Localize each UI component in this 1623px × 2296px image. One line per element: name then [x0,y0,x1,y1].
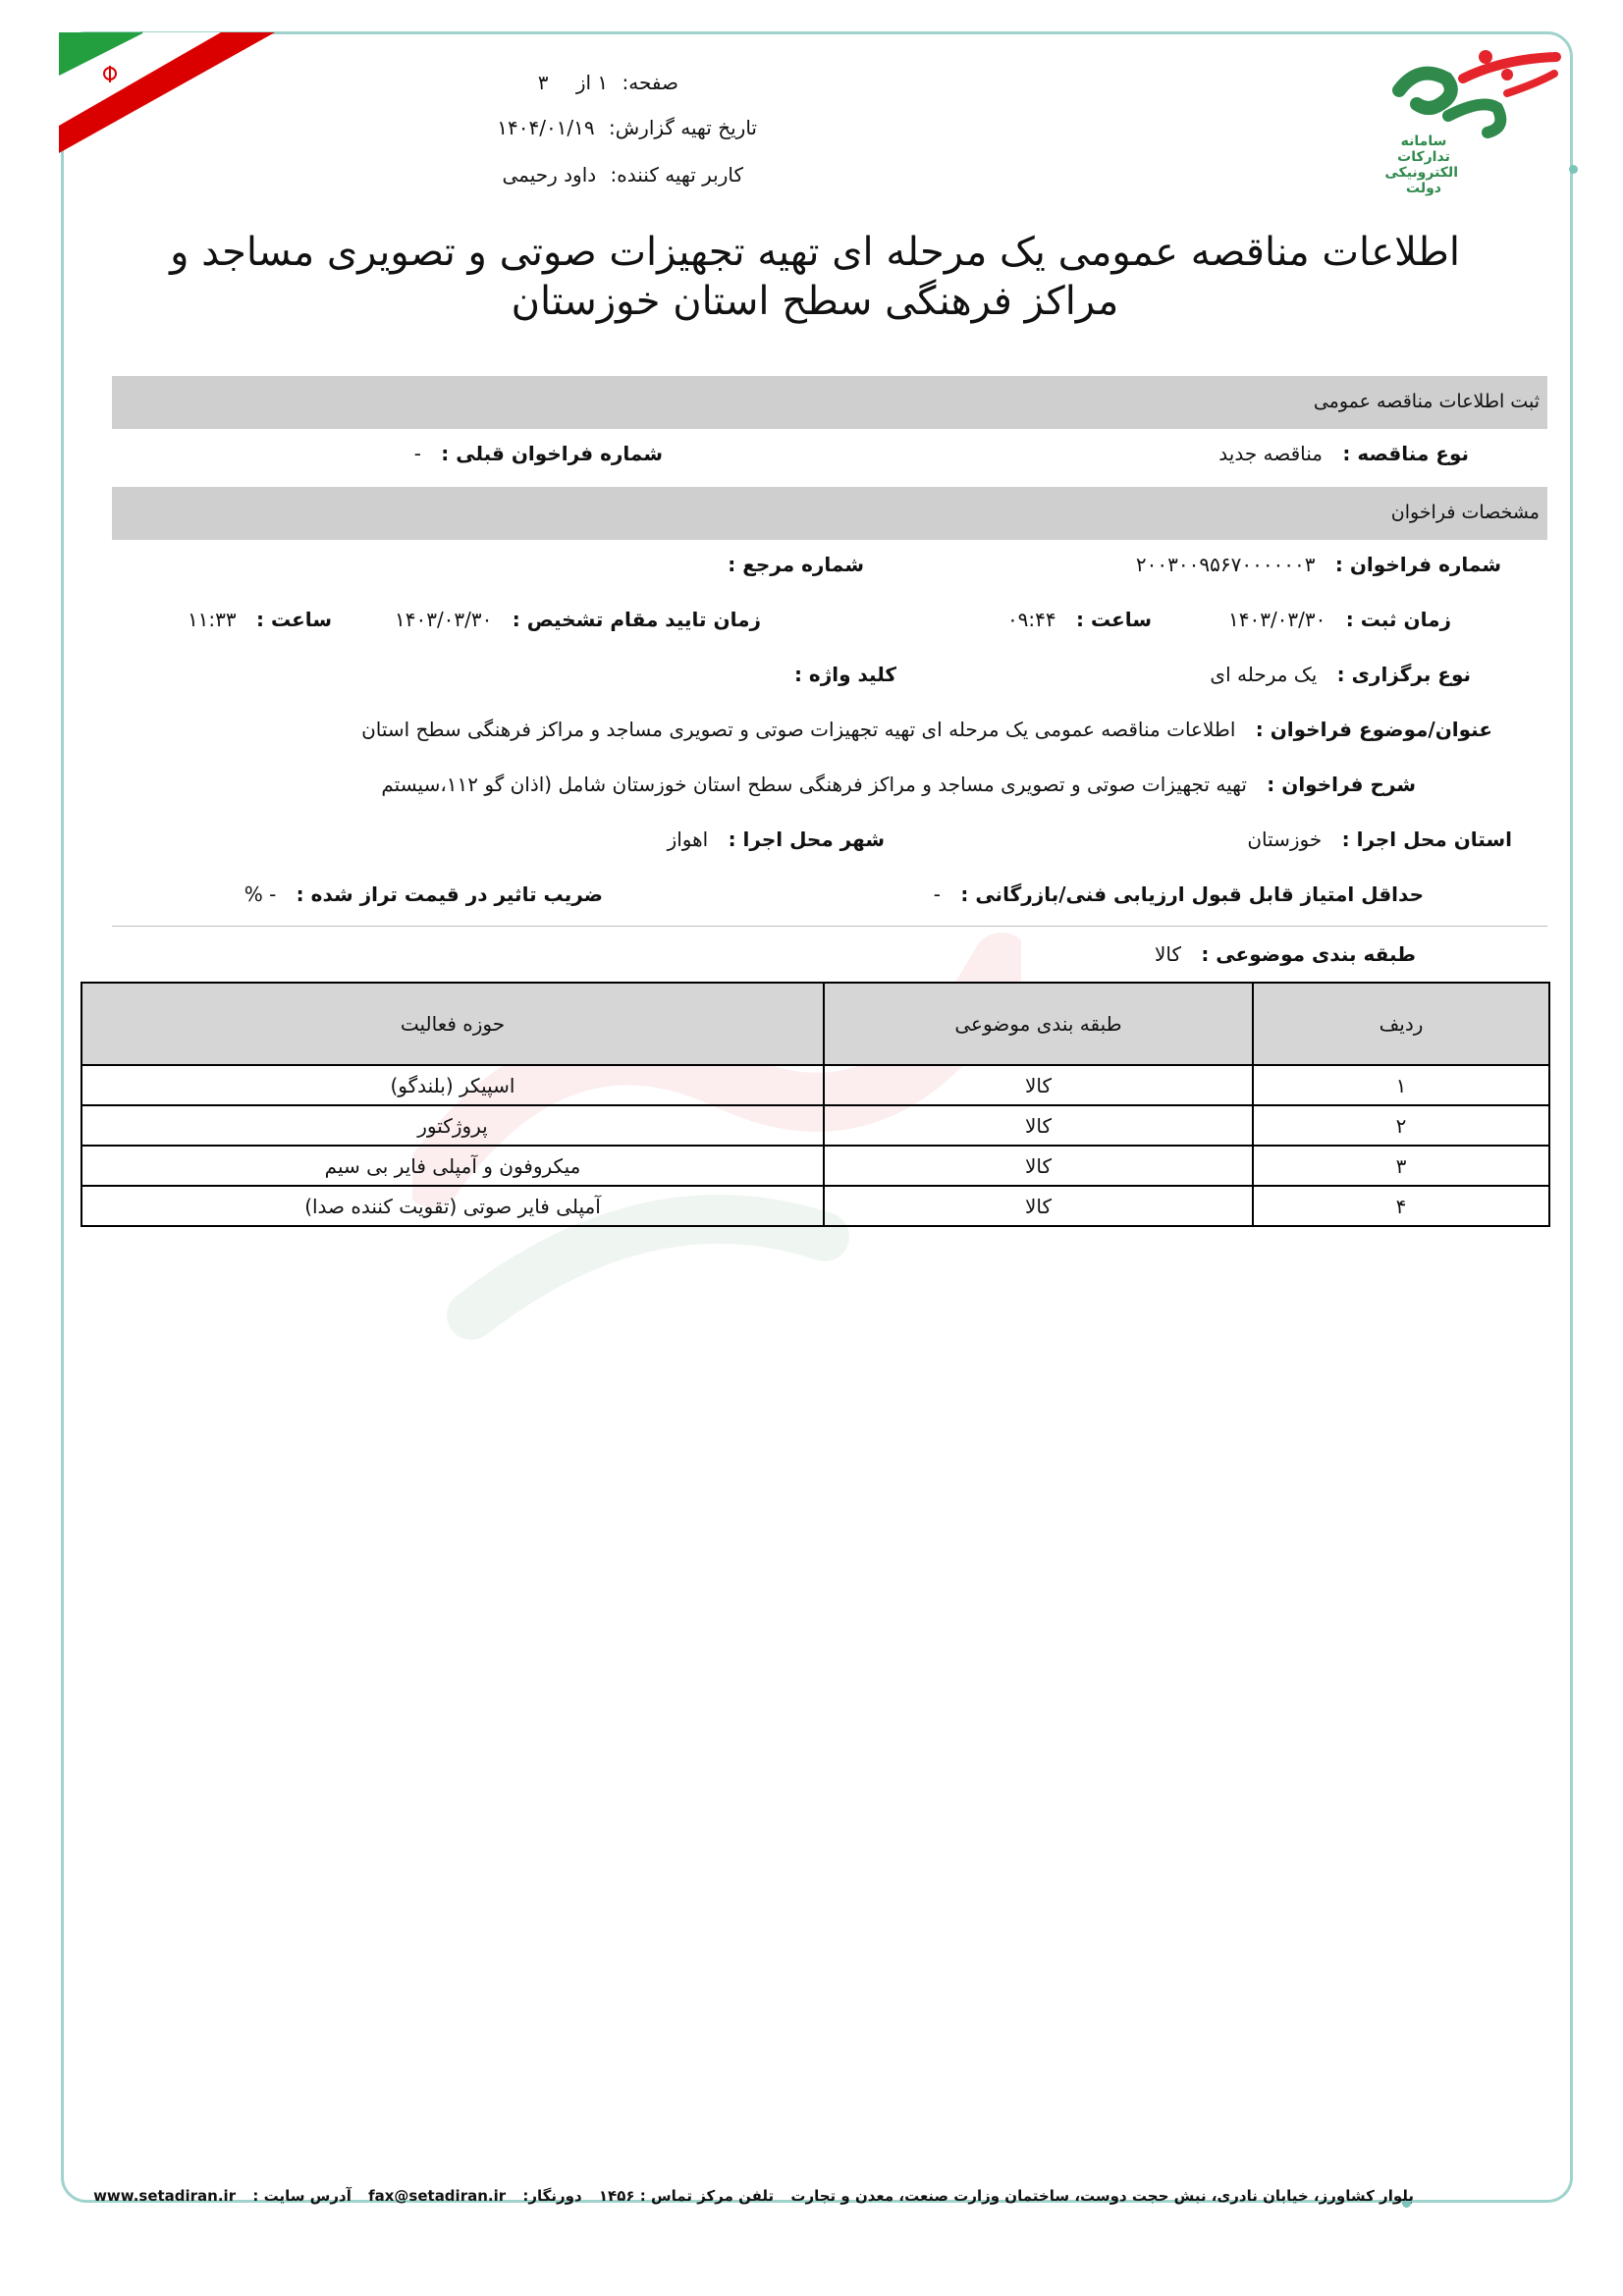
logo-text-line: دولت [1406,181,1441,196]
footer-phone: تلفن مرکز تماس : ۱۴۵۶ [598,2187,775,2205]
logo-text-line: الکترونیکی [1384,165,1458,181]
field-label: زمان تایید مقام تشخیص : [512,608,761,631]
page-label: صفحه: [622,71,678,94]
cell-category: کالا [824,1105,1253,1146]
field-label: شرح فراخوان : [1267,773,1416,796]
field-label: ضریب تاثیر در قیمت تراز شده : [296,882,603,906]
section-title: مشخصات فراخوان [1390,502,1540,523]
field-value: - [413,442,421,465]
footer-site-label: آدرس سایت : [252,2187,352,2205]
report-date-label: تاریخ تهیه گزارش: [609,116,757,139]
footer-site-link[interactable]: www.setadiran.ir [93,2187,237,2205]
field-label: نوع برگزاری : [1336,663,1471,686]
field-label: شماره فراخوان : [1334,553,1501,576]
field-value: کالا [1154,942,1181,966]
field-value: ۱۱:۳۳ [187,608,237,631]
field-label: کلید واژه : [793,663,896,686]
logo-text-line: تدارکات [1397,149,1450,165]
cell-category: کالا [824,1146,1253,1186]
report-date-value: ۱۴۰۴/۰۱/۱۹ [497,116,595,139]
field-value: تهیه تجهیزات صوتی و تصویری مساجد و مراکز فرهنگی سطح استان خوزستان شامل (اذان گو ۱۱۲،سیستم [381,773,1247,796]
report-author [351,163,743,187]
column-header-row-number: ردیف [1253,983,1549,1065]
field-label: نوع مناقصه : [1342,442,1469,465]
flag-ribbon [54,27,290,155]
cell-activity: اسپیکر (بلندگو) [81,1065,824,1105]
field-label: ساعت : [256,608,332,631]
field-holding-type [1210,663,1471,686]
field-province [1247,828,1512,851]
cell-row-number: ۳ [1253,1146,1549,1186]
page-footer [93,2187,1414,2205]
field-price-coefficient [244,882,603,906]
field-description [381,773,1416,796]
field-label: استان محل اجرا : [1341,828,1512,851]
page-total: ۳ [537,71,549,94]
page-current: ۱ [597,71,609,94]
footer-address: بلوار کشاورز، خیابان نادری، نبش حجت دوست، ساختمان وزارت صنعت، معدن و تجارت [790,2187,1414,2205]
page-number [384,71,678,94]
section-divider [112,926,1547,927]
field-register-time [1228,608,1451,631]
field-reference-number [714,553,864,576]
field-label: شماره فراخوان قبلی : [441,442,663,465]
field-label: زمان ثبت : [1345,608,1451,631]
section-title: ثبت اطلاعات مناقصه عمومی [1313,391,1540,412]
cell-activity: میکروفون و آمپلی فایر بی سیم [81,1146,824,1186]
page-title: اطلاعات مناقصه عمومی یک مرحله ای تهیه تجهیزات صوتی و تصویری مساجد و مراکز فرهنگی سطح استان خوزستان [170,230,1460,324]
column-header-activity: حوزه فعالیت [81,983,824,1065]
field-label: حداقل امتیاز قابل قبول ارزیابی فنی/بازرگانی : [960,882,1424,906]
table-row [81,1105,1549,1146]
field-label: شماره مرجع : [728,553,864,576]
field-value: یک مرحله ای [1210,663,1318,686]
field-value: ۱۴۰۳/۰۳/۳۰ [394,608,493,631]
field-approval-time [395,608,761,631]
field-city [668,828,885,851]
field-keyword [781,663,896,686]
page-of: از [575,71,592,94]
section-header-call-specs [112,487,1547,540]
author-value: داود رحیمی [502,163,597,187]
activity-table [81,982,1550,1227]
table-row [81,1065,1549,1105]
field-label: شهر محل اجرا : [728,828,885,851]
report-date [364,116,757,139]
footer-fax-label: دورنگار: [522,2187,582,2205]
cell-activity: آمپلی فایر صوتی (تقویت کننده صدا) [81,1186,824,1226]
field-value: ۱۴۰۳/۰۳/۳۰ [1227,608,1326,631]
field-label: ساعت : [1076,608,1152,631]
field-call-number [1136,553,1501,576]
column-header-category: طبقه بندی موضوعی [824,983,1253,1065]
field-value: اطلاعات مناقصه عمومی یک مرحله ای تهیه تجهیزات صوتی و تصویری مساجد و مراکز فرهنگی سطح استان [361,718,1236,741]
field-register-clock [1007,608,1152,631]
field-value: - [933,882,941,906]
field-value: - % [243,882,277,906]
field-min-score [934,882,1424,906]
table-header-row [81,983,1549,1065]
table-row [81,1146,1549,1186]
cell-category: کالا [824,1186,1253,1226]
field-label: طبقه بندی موضوعی : [1201,942,1416,966]
field-value: ۲۰۰۳۰۰۹۵۶۷۰۰۰۰۰۰۳ [1135,553,1316,576]
cell-row-number: ۱ [1253,1065,1549,1105]
setad-logo [1384,39,1561,206]
field-label: عنوان/موضوع فراخوان : [1255,718,1492,741]
section-header-tender-info [112,376,1547,429]
field-previous-call [414,442,663,465]
field-subject [361,718,1492,741]
cell-row-number: ۲ [1253,1105,1549,1146]
field-classification [1155,942,1416,966]
frame-dot [1569,165,1578,174]
footer-fax[interactable]: fax@setadiran.ir [368,2187,507,2205]
field-approval-clock [188,608,332,631]
table-row [81,1186,1549,1226]
cell-category: کالا [824,1065,1253,1105]
author-label: کاربر تهیه کننده: [610,163,743,187]
field-value: ۰۹:۴۴ [1006,608,1056,631]
field-value: خوزستان [1247,828,1323,851]
field-tender-type [1218,442,1469,465]
cell-activity: پروژکتور [81,1105,824,1146]
logo-text-line: سامانه [1400,133,1447,149]
cell-row-number: ۴ [1253,1186,1549,1226]
field-value: مناقصه جدید [1218,442,1324,465]
field-value: اهواز [667,828,709,851]
